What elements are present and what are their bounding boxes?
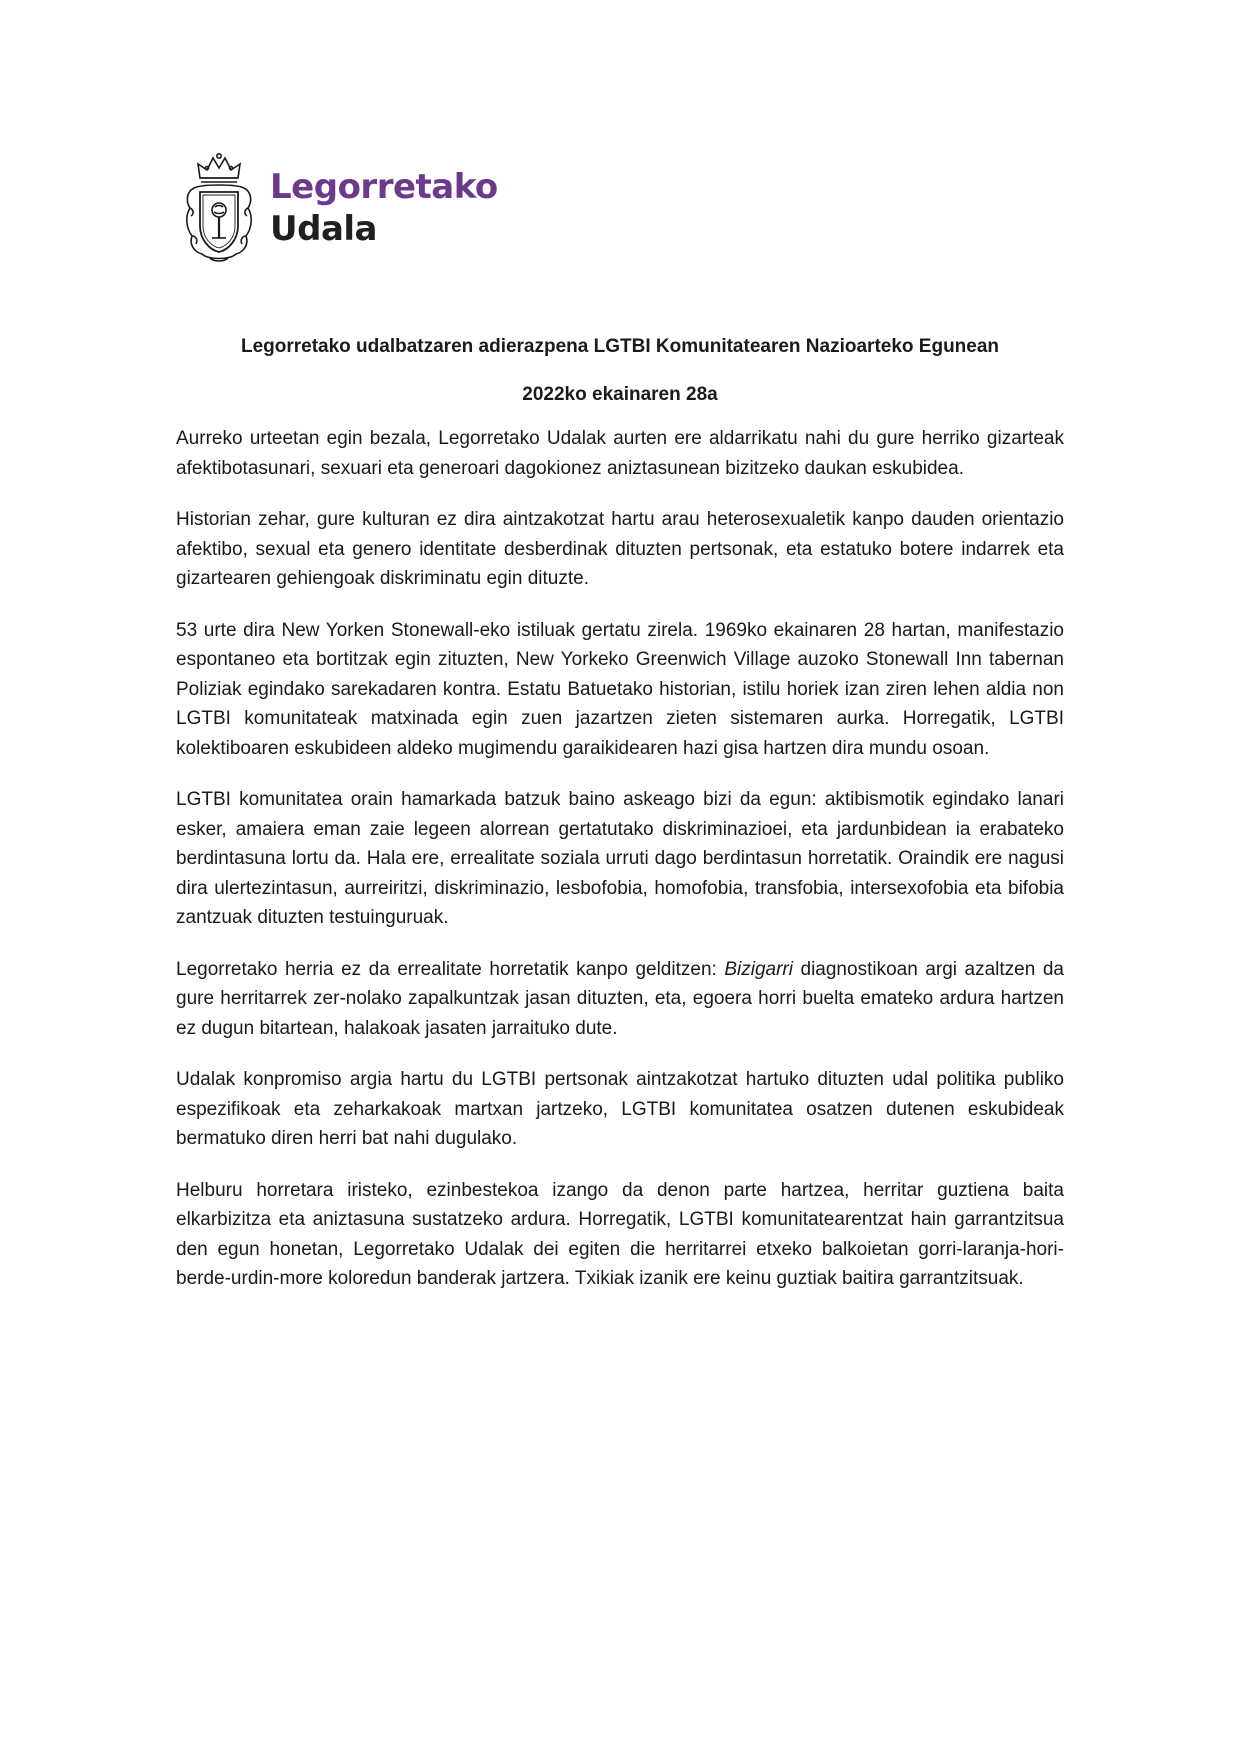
paragraph-bizigarri — [176, 955, 1064, 1044]
paragraph: 53 urte dira New Yorken Stonewall-eko istiluak gertatu zirela. 1969ko ekainaren 28 hartan, manifestazio espontaneo eta bortitzak egin zituzten, New Yorkeko Greenwich Village auzoko Stonewall Inn tabernan Poliziak egindako sarekadaren kontra. Estatu Batuetako historian, istilu horiek izan ziren lehen aldia non LGTBI komunitateak matxinada egin zuen jazartzen zieten sistemaren aurka. Horregatik, LGTBI kolektiboaren eskubideen aldeko mugimendu garaikidearen hazi gisa hartzen dira mundu osoan. — [176, 619, 1064, 759]
document-title: Legorretako udalbatzaren adierazpena LGTBI Komunitatearen Nazioarteko Egunean — [240, 336, 1000, 357]
coat-of-arms-icon — [180, 152, 258, 264]
paragraph: Historian zehar, gure kulturan ez dira aintzakotzat hartu arau heterosexualetik kanpo dauden orientazio afektibo, sexual eta genero identitate desberdinak dituzten pertsonak, eta estatuko botere indarrek eta gizartearen gehiengoak diskriminatu egin dituzte. — [176, 509, 1064, 589]
paragraph-text: Legorretako herria ez da errealitate horretatik kanpo gelditzen: — [176, 958, 725, 980]
logo-line-legorretako: Legorretako — [270, 167, 498, 207]
document-date: 2022ko ekainaren 28a — [522, 384, 718, 405]
logo-wordmark — [270, 167, 498, 249]
paragraph: Aurreko urteetan egin bezala, Legorretako Udalak aurten ere aldarrikatu nahi du gure herriko gizarteak afektibotasunari, sexuari eta generoari dagokionez aniztasunean bizitzeko daukan eskubidea. — [176, 428, 1064, 479]
paragraph: Udalak konpromiso argia hartu du LGTBI pertsonak aintzakotzat hartuko dituzten udal politika publiko espezifikoak eta zeharkakoak martxan jartzeko, LGTBI komunitatea osatzen dutenen eskubideak bermatuko diren herri bat nahi dugulako. — [176, 1069, 1064, 1149]
document-body — [176, 424, 1064, 1316]
paragraph: Helburu horretara iristeko, ezinbestekoa izango da denon parte hartzea, herritar guztiena baita elkarbizitza eta aniztasuna sustatzeko ardura. Horregatik, LGTBI komunitatearentzat hain garrantzitsua den egun honetan, Legorretako Udalak dei egiten die herritarrei etxeko balkoietan gorri-laranja-hori-berde-urdin-more koloredun banderak jartzera. Txikiak izanik ere keinu guztiak baitira garrantzitsuak. — [176, 1179, 1064, 1289]
paragraph-text: diagnostikoan argi azaltzen da gure herritarrek zer-nolako zapalkuntzak jasan dituzten, eta, egoera horri buelta emateko ardura hartzen ez dugun bitartean, halakoak jasaten jarraituko dute. — [176, 958, 1064, 1039]
logo-line-udala: Udala — [270, 209, 377, 249]
italic-term-bizigarri: Bizigarri — [724, 958, 793, 980]
paragraph: LGTBI komunitatea orain hamarkada batzuk baino askeago bizi da egun: aktibismotik egindako lanari esker, amaiera eman zaie legeen alorrean gertatutako diskriminazioei, eta jardunbidean ia erabateko berdintasuna lortu da. Hala ere, errealitate soziala urruti dago berdintasun horretatik. Oraindik ere nagusi dira ulertezintasun, aurreiritzi, diskriminazio, lesbofobia, homofobia, transfobia, intersexofobia eta bifobia zantzuak dituzten testuinguruak. — [176, 789, 1064, 928]
municipal-logo — [180, 152, 520, 264]
